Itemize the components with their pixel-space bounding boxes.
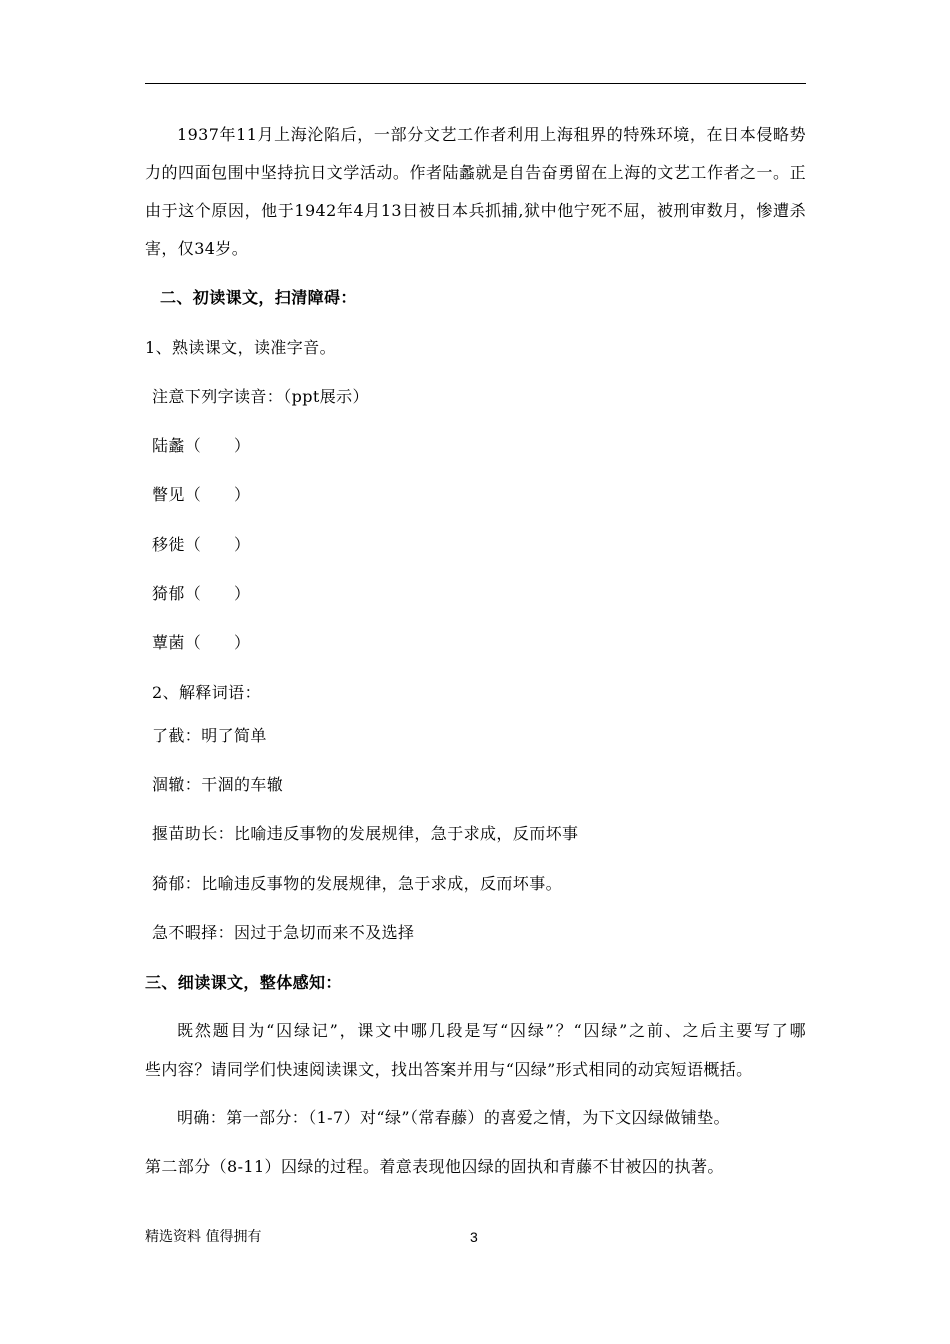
intro-line-1: 1937年11月上海沦陷后，一部分文艺工作者利用上海租界的特殊环境，在日本侵略势 <box>177 125 806 144</box>
definition-item: 了截：明了简单 <box>152 726 267 745</box>
footer-tagline: 精选资料 值得拥有 <box>145 1229 262 1245</box>
pron-word: 瞥见（ ） <box>152 485 251 504</box>
header-rule <box>145 83 806 84</box>
intro-line-4: 害，仅34岁。 <box>145 239 249 258</box>
pron-word: 猗郁（ ） <box>152 584 251 603</box>
item2-text: 2、解释词语： <box>152 683 261 702</box>
intro-line-3: 由于这个原因，他于1942年4月13日被日本兵抓捕,狱中他宁死不屈，被刑审数月，惨遭杀 <box>145 201 806 220</box>
pron-word: 陆蠡（ ） <box>152 436 251 455</box>
item1-text: 1、熟读课文，读准字音。 <box>145 338 336 357</box>
definition-item: 揠苗助长：比喻违反事物的发展规律，急于求成，反而坏事 <box>152 824 579 843</box>
pron-word: 移徙（ ） <box>152 535 251 554</box>
section3-heading: 三、细读课文，整体感知： <box>145 973 342 992</box>
answer-part-1: 明确：第一部分：（1-7）对“绿”（常春藤）的喜爱之情，为下文囚绿做铺垫。 <box>177 1108 730 1127</box>
section2-heading: 二、初读课文，扫清障碍： <box>160 288 357 307</box>
page-number: 3 <box>470 1229 478 1245</box>
pron-word: 蕈菌（ ） <box>152 633 251 652</box>
pronunciation-note: 注意下列字读音：（ppt展示） <box>152 387 369 406</box>
question-line-2: 些内容？请同学们快速阅读课文，找出答案并用与“囚绿”形式相同的动宾短语概括。 <box>145 1060 753 1079</box>
question-line-1: 既然题目为“囚绿记”，课文中哪几段是写“囚绿”？“囚绿”之前、之后主要写了哪 <box>177 1021 806 1040</box>
definition-item: 涸辙：干涸的车辙 <box>152 775 284 794</box>
intro-line-2: 力的四面包围中坚持抗日文学活动。作者陆蠡就是自告奋勇留在上海的文艺工作者之一。正 <box>145 163 806 182</box>
definition-item: 猗郁：比喻违反事物的发展规律，急于求成，反而坏事。 <box>152 874 563 893</box>
definition-item: 急不暇择：因过于急切而来不及选择 <box>152 923 415 942</box>
answer-part-2: 第二部分（8-11）囚绿的过程。着意表现他囚绿的固执和青藤不甘被囚的执著。 <box>145 1157 724 1176</box>
